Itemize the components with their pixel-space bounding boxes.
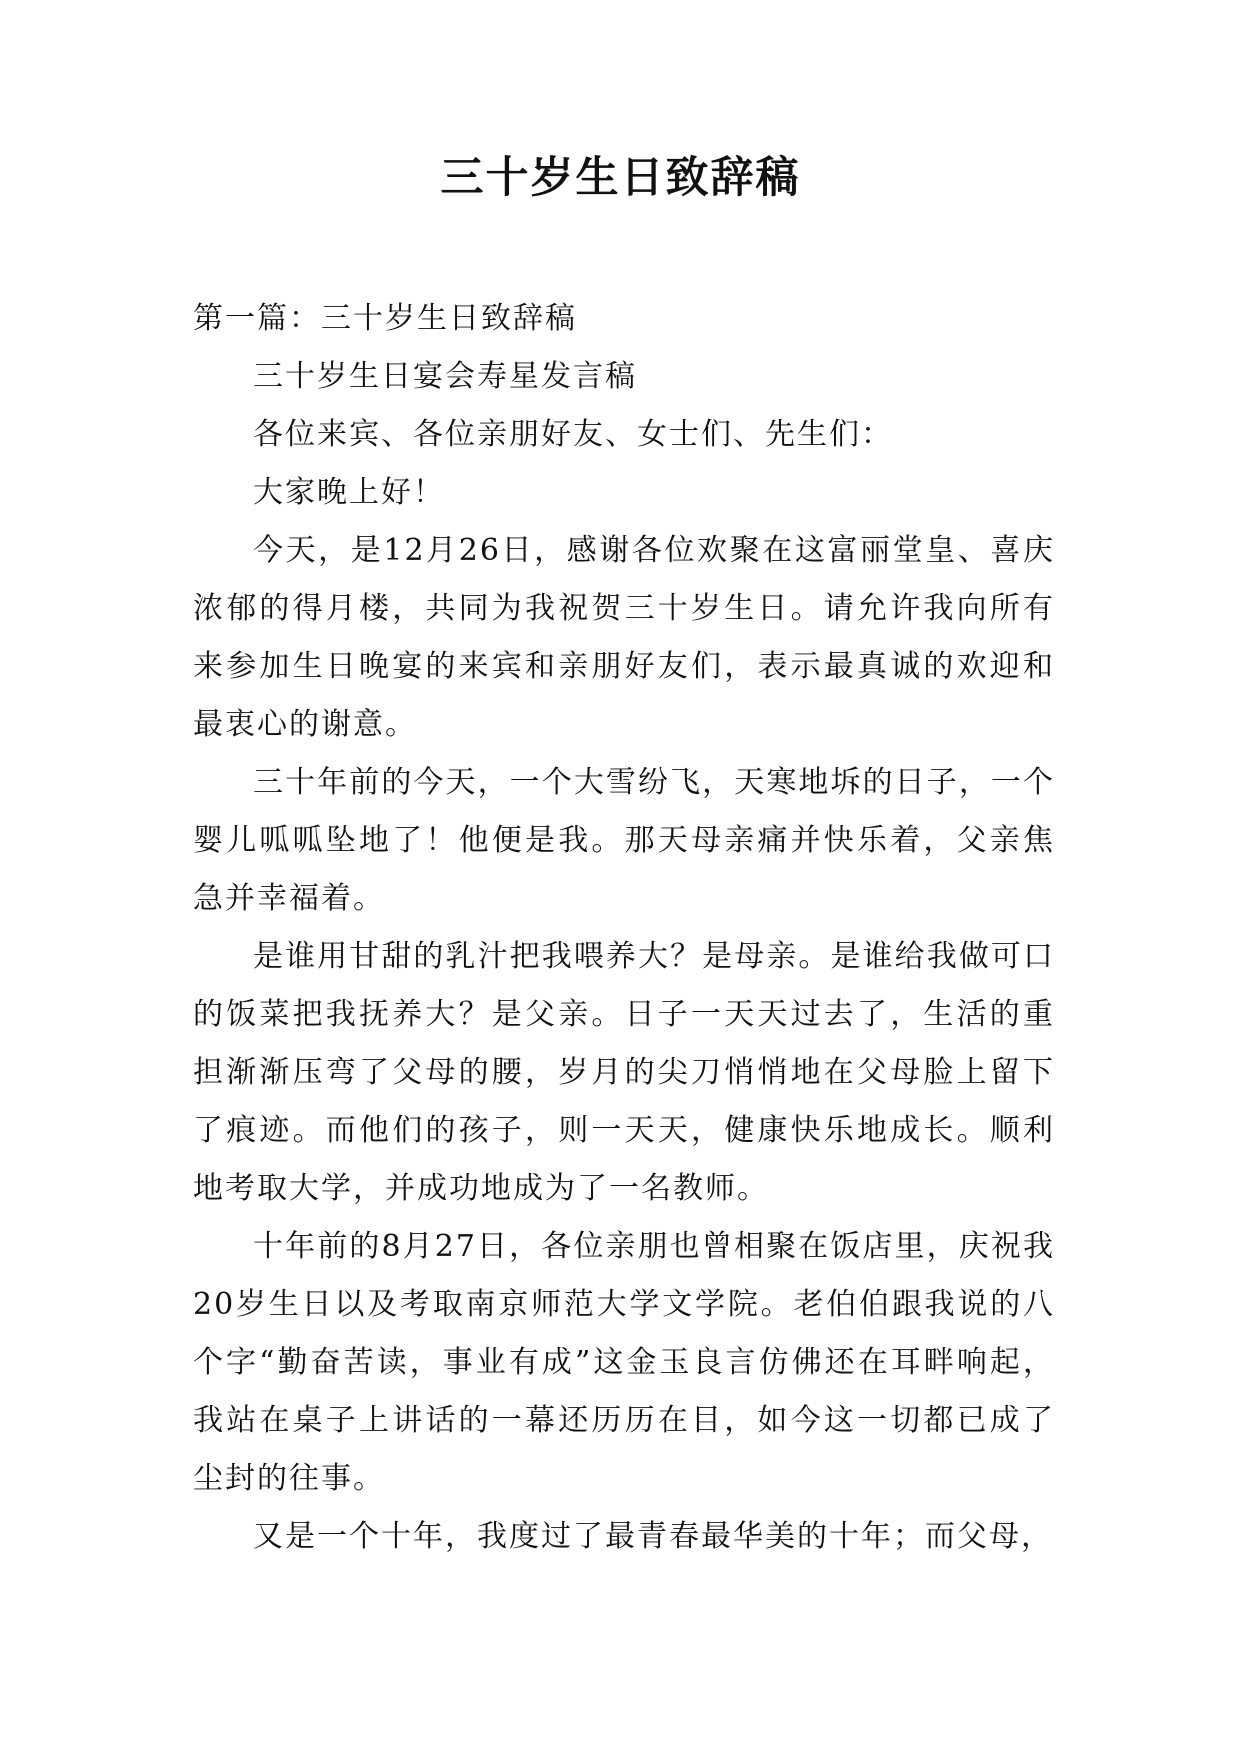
salutation: 各位来宾、各位亲朋好友、女士们、先生们： bbox=[253, 417, 893, 452]
body-paragraph: 今天，是12月26日，感谢各位欢聚在这富丽堂皇、喜庆浓郁的得月楼，共同为我祝贺三十岁生日。请允许我向所有来参加生日晚宴的来宾和亲朋好友们，表示最真诚的欢迎和最衷心的谢意。 bbox=[193, 533, 1055, 742]
document-title: 三十岁生日致辞稿 bbox=[440, 153, 801, 203]
body-paragraph: 三十年前的今天，一个大雪纷飞，天寒地坼的日子，一个婴儿呱呱坠地了！他便是我。那天母亲痛并快乐着，父亲焦急并幸福着。 bbox=[193, 765, 1055, 916]
speech-title: 三十岁生日宴会寿星发言稿 bbox=[253, 359, 637, 394]
greeting: 大家晚上好！ bbox=[253, 475, 445, 510]
body-paragraph: 又是一个十年，我度过了最青春最华美的十年；而父母， bbox=[253, 1519, 1053, 1554]
section-heading: 第一篇：三十岁生日致辞稿 bbox=[193, 301, 577, 336]
body-paragraph: 十年前的8月27日，各位亲朋也曾相聚在饭店里，庆祝我20岁生日以及考取南京师范大学文学院。老伯伯跟我说的八个字“勤奋苦读，事业有成”这金玉良言仿佛还在耳畔响起，我站在桌子上讲话的一幕还历历在目，如今这一切都已成了尘封的往事。 bbox=[193, 1229, 1055, 1496]
document-body bbox=[193, 290, 1055, 1566]
body-paragraph: 是谁用甘甜的乳汁把我喂养大？是母亲。是谁给我做可口的饭菜把我抚养大？是父亲。日子一天天过去了，生活的重担渐渐压弯了父母的腰，岁月的尖刀悄悄地在父母脸上留下了痕迹。而他们的孩子，则一天天，健康快乐地成长。顺利地考取大学，并成功地成为了一名教师。 bbox=[193, 939, 1055, 1206]
